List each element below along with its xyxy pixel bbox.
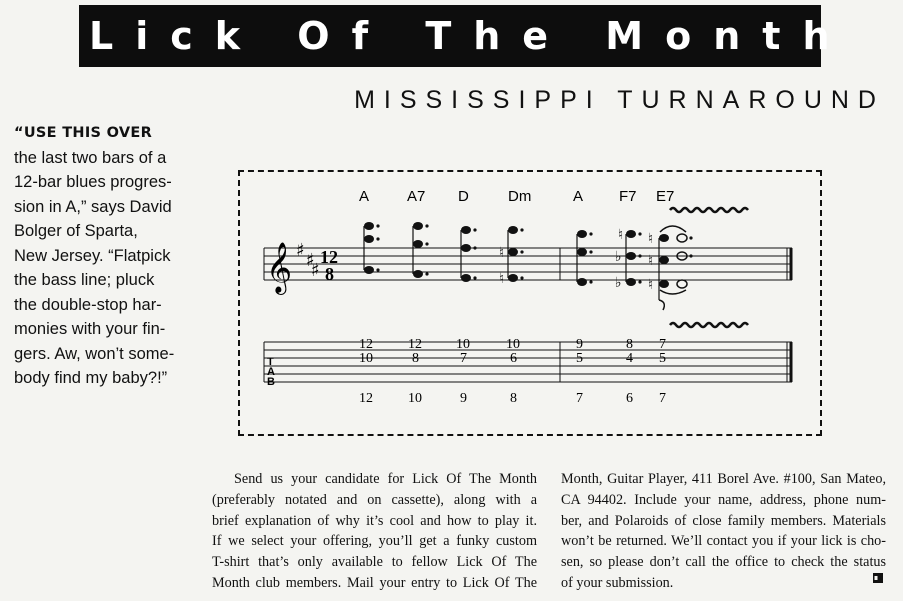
quote-line: body find my baby?!” (14, 369, 168, 387)
body-text-right (561, 469, 886, 594)
tab-number: 5 (659, 351, 666, 366)
intro-quote (14, 121, 174, 391)
treble-clef-icon: 𝄞 (266, 242, 293, 293)
quote-line: the bass line; pluck (14, 271, 155, 289)
body-line: brief explanation of why it’s cool and how to play it. (212, 512, 537, 529)
tab-number: 8 (412, 351, 419, 366)
vibrato-mark (670, 208, 748, 212)
end-of-article-icon (873, 573, 883, 583)
tab-number: 4 (626, 351, 633, 366)
tab-number: 10 (456, 337, 470, 352)
tab-number: 6 (510, 351, 517, 366)
tab-number: 12 (359, 337, 373, 352)
chord-symbol: A (573, 188, 584, 205)
tab-number: 10 (359, 351, 373, 366)
dotted-note-dots (376, 224, 692, 283)
svg-text:♮: ♮ (499, 271, 505, 287)
chord-symbol: A (359, 188, 370, 205)
chord-symbol: Dm (508, 188, 532, 205)
tab-number: 12 (359, 391, 373, 406)
tab-number: 7 (576, 391, 583, 406)
svg-text:♭: ♭ (615, 249, 622, 265)
tab-number: 5 (576, 351, 583, 366)
chord-symbol: A7 (407, 188, 426, 205)
body-line: won’t be returned. We’ll contact you if your lick is cho- (561, 533, 886, 550)
tab-number: 9 (460, 391, 467, 406)
quote-line: gers. Aw, won’t some- (14, 344, 175, 363)
body-line: sen, so please don’t call the office to check the status (561, 554, 886, 571)
body-line: ber, and Polaroids of close family members. Materials (561, 512, 886, 529)
chord-symbol: F7 (619, 188, 637, 205)
tab-staff (264, 342, 792, 382)
chord-symbol: D (458, 188, 469, 205)
svg-text:♮: ♮ (648, 253, 654, 269)
body-line: (preferably notated and on cassette), along with a (212, 491, 537, 508)
quote-lead: “USE THIS OVER (14, 125, 153, 141)
flag-mark (659, 300, 664, 310)
tab-number: 12 (408, 337, 422, 352)
quote-line: monies with your fin- (14, 320, 166, 338)
body-line: CA 94402. Include your name, address, phone num- (561, 491, 886, 508)
header-banner (79, 5, 852, 67)
tab-clef-a: A (267, 366, 275, 378)
music-staff (264, 248, 792, 280)
slur-mark (660, 226, 686, 232)
svg-text:♭: ♭ (615, 275, 622, 291)
tab-clef-b: B (267, 376, 275, 388)
tab-number: 7 (460, 351, 467, 366)
tab-number: 7 (659, 337, 666, 352)
body-line: T-shirt that’s only available to fellow Lick Of The (212, 554, 537, 571)
tab-number: 8 (510, 391, 517, 406)
sharp-icon: ♯ (296, 240, 305, 261)
vibrato-mark (670, 323, 748, 327)
svg-text:♮: ♮ (648, 231, 654, 247)
lick-title: MISSISSIPPI TURNAROUND (354, 86, 885, 114)
tab-number: 7 (659, 391, 666, 406)
tie-mark (660, 290, 686, 294)
quote-line: Bolger of Sparta, (14, 222, 138, 240)
svg-text:♮: ♮ (648, 277, 654, 293)
body-line: Send us your candidate for Lick Of The Month (234, 471, 537, 487)
music-notation (240, 172, 820, 434)
time-signature-top: 12 (320, 247, 338, 267)
tab-number: 9 (576, 337, 583, 352)
svg-text:♮: ♮ (618, 227, 624, 243)
body-line: Month club members. Mail your entry to Lick Of The (212, 574, 537, 591)
tab-number: 8 (626, 337, 633, 352)
tab-number: 6 (626, 391, 633, 406)
svg-text:♮: ♮ (499, 245, 505, 261)
quote-line: New Jersey. “Flatpick (14, 246, 171, 265)
chord-symbol: E7 (656, 188, 675, 205)
quote-line: the double-stop har- (14, 295, 162, 314)
tab-number: 10 (408, 391, 422, 406)
body-line: Month, Guitar Player, 411 Borel Ave. #100, San Mateo, (561, 471, 886, 487)
quote-line: 12-bar blues progres- (14, 173, 172, 191)
body-line: If we select your offering, you’ll get a funky custom (212, 533, 537, 550)
time-signature-bottom: 8 (325, 264, 334, 284)
tab-number: 10 (506, 337, 520, 352)
sharp-icon: ♯ (306, 250, 315, 271)
quote-line: sion in A,” says David (14, 197, 172, 216)
notation-box (238, 170, 822, 436)
body-text-left (212, 469, 537, 594)
tab-clef-t: T (267, 356, 274, 368)
body-line: of your submission. (561, 574, 674, 591)
sharp-icon: ♯ (311, 260, 320, 281)
quote-line: the last two bars of a (14, 148, 167, 167)
page-title: Lick Of The Month (89, 14, 852, 58)
